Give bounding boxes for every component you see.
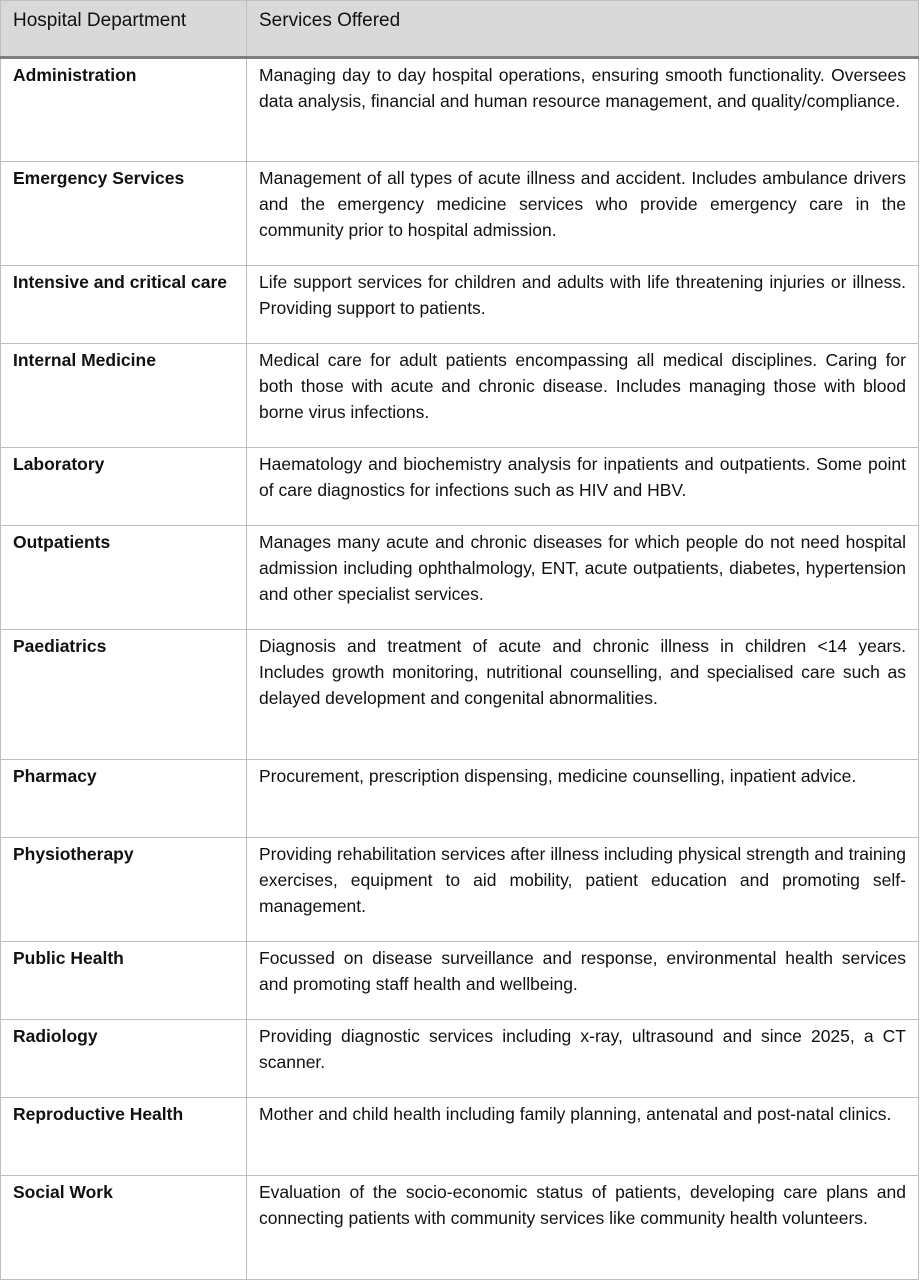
services-description: Evaluation of the socio-economic status of patients, developing care plans and connecting patients with community services like community health volunteers. [247, 1176, 919, 1280]
table-row [1, 1020, 919, 1098]
table-row [1, 630, 919, 760]
department-name: Physiotherapy [1, 838, 247, 942]
table-row [1, 838, 919, 942]
services-description: Providing rehabilitation services after illness including physical strength and training exercises, equipment to aid mobility, patient education and promoting self-management. [247, 838, 919, 942]
table-header-row [1, 1, 919, 58]
table-row [1, 1176, 919, 1280]
table-row [1, 760, 919, 838]
services-description: Life support services for children and adults with life threatening injuries or illness. Providing support to patients. [247, 266, 919, 344]
header-services-offered: Services Offered [247, 1, 919, 58]
services-description: Medical care for adult patients encompassing all medical disciplines. Caring for both those with acute and chronic disease. Includes managing those with blood borne virus infections. [247, 344, 919, 448]
department-name: Emergency Services [1, 162, 247, 266]
table-row [1, 526, 919, 630]
table-row [1, 1098, 919, 1176]
services-description: Managing day to day hospital operations, ensuring smooth functionality. Oversees data analysis, financial and human resource management, and quality/compliance. [247, 58, 919, 162]
table-row [1, 344, 919, 448]
services-description: Diagnosis and treatment of acute and chronic illness in children <14 years. Includes growth monitoring, nutritional counselling, and specialised care such as delayed development and congenital abnormalities. [247, 630, 919, 760]
services-description: Focussed on disease surveillance and response, environmental health services and promoting staff health and wellbeing. [247, 942, 919, 1020]
department-name: Paediatrics [1, 630, 247, 760]
table-row [1, 58, 919, 162]
department-name: Internal Medicine [1, 344, 247, 448]
department-name: Social Work [1, 1176, 247, 1280]
services-description: Manages many acute and chronic diseases for which people do not need hospital admission including ophthalmology, ENT, acute outpatients, diabetes, hypertension and other specialist services. [247, 526, 919, 630]
department-name: Reproductive Health [1, 1098, 247, 1176]
table-row [1, 942, 919, 1020]
department-name: Radiology [1, 1020, 247, 1098]
table-row [1, 266, 919, 344]
services-description: Procurement, prescription dispensing, medicine counselling, inpatient advice. [247, 760, 919, 838]
services-description: Mother and child health including family planning, antenatal and post-natal clinics. [247, 1098, 919, 1176]
department-name: Laboratory [1, 448, 247, 526]
department-name: Intensive and critical care [1, 266, 247, 344]
department-name: Public Health [1, 942, 247, 1020]
services-description: Management of all types of acute illness and accident. Includes ambulance drivers and the emergency medicine services who provide emergency care in the community prior to hospital admission. [247, 162, 919, 266]
table-row [1, 162, 919, 266]
department-name: Administration [1, 58, 247, 162]
services-description: Haematology and biochemistry analysis for inpatients and outpatients. Some point of care diagnostics for infections such as HIV and HBV. [247, 448, 919, 526]
department-name: Outpatients [1, 526, 247, 630]
services-description: Providing diagnostic services including x-ray, ultrasound and since 2025, a CT scanner. [247, 1020, 919, 1098]
header-hospital-department: Hospital Department [1, 1, 247, 58]
department-name: Pharmacy [1, 760, 247, 838]
table-row [1, 448, 919, 526]
